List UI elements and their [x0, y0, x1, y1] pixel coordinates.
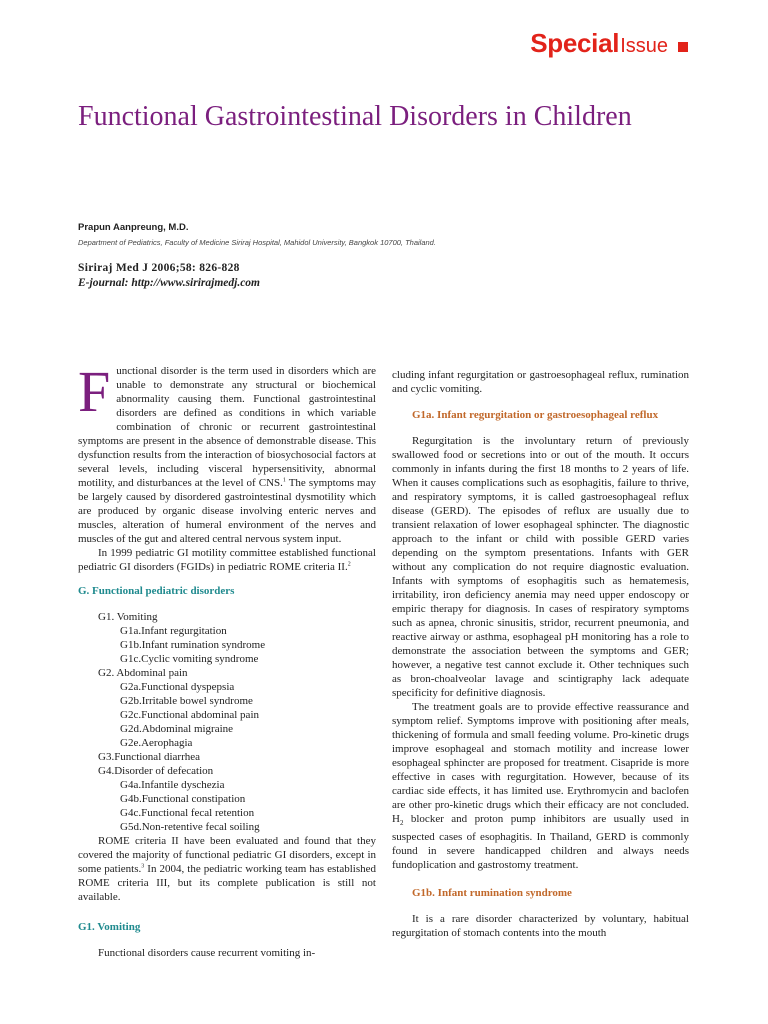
- list-item: G1b.Infant rumination syndrome: [120, 639, 266, 651]
- list-item: G2c.Functional abdominal pain: [120, 709, 259, 721]
- paragraph-continued: cluding infant regurgitation or gastroesophageal reflux, rumination and cyclic vomiting.: [392, 369, 689, 395]
- section-heading-g1b: G1b. Infant rumination syndrome: [412, 887, 572, 900]
- paragraph-rome: [78, 546, 376, 574]
- list-item: G4b.Functional constipation: [120, 793, 246, 805]
- paragraph-rome-eval: [78, 834, 376, 904]
- banner-issue: Issue: [620, 35, 668, 57]
- list-item: G4a.Infantile dyschezia: [120, 779, 225, 791]
- section-heading-g1: G1. Vomiting: [78, 921, 141, 933]
- banner-special: Special: [530, 28, 620, 58]
- list-item: G2e.Aerophagia: [120, 737, 193, 749]
- citation: Siriraj Med J 2006;58: 826-828: [78, 262, 240, 274]
- p2-text: In 1999 pediatric GI motility committee established functional pediatric GI disorders (FGIDs) in pediatric ROME criteria II.: [78, 547, 376, 573]
- list-item: G1a.Infant regurgitation: [120, 625, 227, 637]
- drop-cap: F: [78, 359, 111, 424]
- paragraph-vomiting: Functional disorders cause recurrent vomiting in-: [98, 947, 316, 959]
- paragraph-treatment: [392, 700, 689, 872]
- h2-sub: 2: [399, 819, 404, 828]
- list-item: G4.Disorder of defecation: [98, 765, 214, 777]
- list-item: G2b.Irritable bowel syndrome: [120, 695, 253, 707]
- list-item: G5d.Non-retentive fecal soiling: [120, 821, 260, 833]
- intro-paragraph: [78, 359, 376, 546]
- p2-lead: The treatment goals are to provide effective reassurance and symptom relief. Symptoms improve with positioning after meals, thickening of formula and small feeding volume. Pro-kinetic drugs improve esophageal and stomach motility and increase lower esophageal sphincter are proposed for treatment. Cisapride is more effective in cases with regurgitation. However, because of its cardiac side effects, it has limited use. Erythromycin and baclofen are other pro-kinetic drugs which their efficacy are not concluded. H: [392, 701, 689, 825]
- left-column: [78, 359, 376, 960]
- article-title: Functional Gastrointestinal Disorders in Children: [78, 101, 632, 132]
- affiliation: Department of Pediatrics, Faculty of Medicine Siriraj Hospital, Mahidol University, Bangkok 10700, Thailand.: [78, 238, 436, 247]
- ref-2: 2: [347, 561, 351, 568]
- section-heading-g1a: G1a. Infant regurgitation or gastroesophageal reflux: [412, 409, 659, 421]
- list-item: G3.Functional diarrhea: [98, 751, 201, 763]
- paragraph-rumination: It is a rare disorder characterized by voluntary, habitual regurgitation of stomach contents into the mouth: [392, 913, 689, 940]
- ref-1: 1: [282, 477, 286, 484]
- special-issue-banner: [530, 28, 688, 59]
- p3-lead: ROME criteria II have been evaluated and found that they covered the majority of functional pediatric GI disorders, except in some patients.: [78, 835, 376, 875]
- list-item: G2. Abdominal pain: [98, 667, 188, 679]
- p2-rest: blocker and proton pump inhibitors are usually used in suspected cases of esophagitis. In Thailand, GERD is commonly found in severe handicapped children and always needs fundoplication and gastrostomy treatment.: [392, 813, 689, 872]
- paragraph-regurgitation: Regurgitation is the involuntary return of previously swallowed food or secretions into or out of the mouth. It occurs commonly in infants during the first 18 months to 2 years of life. When it causes complications such as esophagitis, failure to thrive, and respiratory symptoms, it is called gastroesophageal reflux disease (GERD). The episodes of reflux are usually due to transient relaxation of lower esophageal sphincter. The diagnostic approach to the infant or child with possible GERD varies depending on the symptom presentations. Infants with GER without any complication do not require diagnostic evaluation. Infants with symptoms of esophagitis such as hematemesis, irritability, iron deficiency anemia may need upper endoscopy or empiric therapy for diagnosis. In cases of respiratory symptoms such as apnea, chronic sinusitis, stridor, recurrent pneumonia, and reactive airway or asthma, esophageal pH monitoring has a role to demonstrate the association between the symptoms and GER; however, a negative test cannot exclude it. Other techniques such as bron-choalveolar lavage and scintigraphy lack adequate specificity for definitive diagnosis.: [392, 435, 689, 699]
- banner-square-icon: [678, 42, 688, 52]
- p3-rest: In 2004, the pediatric working team has established ROME criteria III, but its complete publication is still not available.: [78, 863, 376, 903]
- author: Prapun Aanpreung, M.D.: [78, 222, 189, 233]
- section-heading-g: G. Functional pediatric disorders: [78, 585, 235, 597]
- ejournal-link[interactable]: E-journal: http://www.sirirajmedj.com: [78, 277, 261, 289]
- right-column: [392, 368, 689, 940]
- intro-lead: unctional disorder is the term used in disorders which are unable to demonstrate any structural or biochemical abnormality causing them. Functional gastrointestinal disorders are defined as conditions in which variable combination of chronic or recurrent gastrointestinal symptoms are present in the absence of demonstrable disease. This dysfunction results from the interaction of biosychosocial factors at several levels, including visceral hypersensitivity, abnormal motility, and disturbances at the level of CNS.: [78, 365, 376, 489]
- list-item: G2d.Abdominal migraine: [120, 723, 234, 735]
- disorders-list: [78, 610, 376, 834]
- intro-rest: The symptoms may be largely caused by disordered gastrointestinal dysmotility which are produced by organic disease involving enteric nerves and muscles, alteration of humeral environment of the nerves and muscles of the gut and altered central nervous system input.: [78, 477, 376, 545]
- list-item: G4c.Functional fecal retention: [120, 807, 255, 819]
- ref-3: 3: [141, 863, 145, 870]
- list-item: G1c.Cyclic vomiting syndrome: [120, 653, 259, 665]
- list-item: G1. Vomiting: [98, 611, 158, 623]
- list-item: G2a.Functional dyspepsia: [120, 681, 235, 693]
